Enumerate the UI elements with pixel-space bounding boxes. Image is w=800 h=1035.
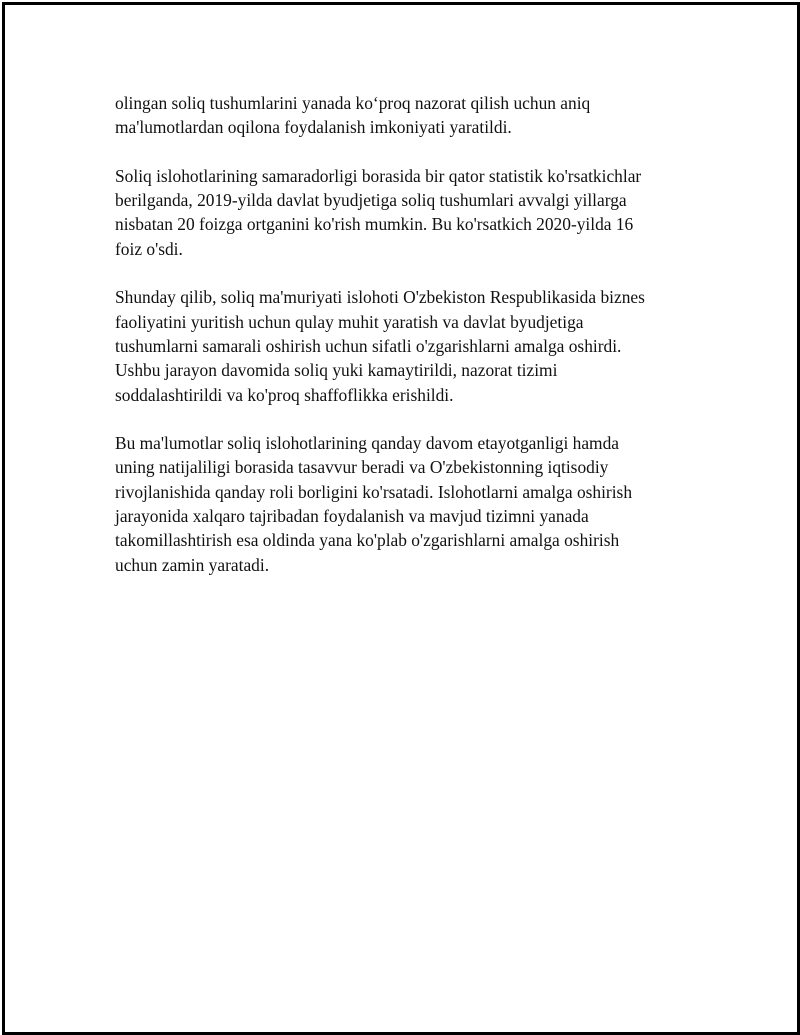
text-line: Soliq islohotlarining samaradorligi borasida bir qator statistik ko'rsatkichlar xyxy=(115,165,642,186)
text-line: ma'lumotlardan oqilona foydalanish imkoniyati yaratildi. xyxy=(115,117,512,138)
text-line: soddalashtirildi va ko'proq shaffoflikka erishildi. xyxy=(115,384,454,405)
text-line: foiz o'sdi. xyxy=(115,238,183,259)
text-line: olingan soliq tushumlarini yanada ko‘proq nazorat qilish uchun aniq xyxy=(115,93,591,113)
paragraph-4 xyxy=(115,431,675,577)
paragraph-3 xyxy=(115,285,675,406)
text-line: uchun zamin yaratadi. xyxy=(115,554,270,575)
text-line: uning natijaliligi borasida tasavvur beradi va O'zbekistonning iqtisodiy xyxy=(115,457,609,478)
text-line: faoliyatini yuritish uchun qulay muhit yaratish va davlat byudjetiga xyxy=(115,311,584,332)
text-line: tushumlarni samarali oshirish uchun sifatli o'zgarishlarni amalga oshirdi. xyxy=(115,335,622,356)
document-body xyxy=(115,91,675,601)
text-line: nisbatan 20 foizga ortganini ko'rish mumkin. Bu ko'rsatkich 2020-yilda 16 xyxy=(115,214,634,235)
paragraph-2 xyxy=(115,164,675,261)
text-line: berilganda, 2019-yilda davlat byudjetiga soliq tushumlari avvalgi yillarga xyxy=(115,190,627,211)
text-line: rivojlanishida qanday roli borligini ko'rsatadi. Islohotlarni amalga oshirish xyxy=(115,481,633,502)
text-line: Shunday qilib, soliq ma'muriyati islohoti O'zbekiston Respublikasida biznes xyxy=(115,287,645,308)
text-line: Ushbu jarayon davomida soliq yuki kamaytirildi, nazorat tizimi xyxy=(115,360,558,381)
text-line: Bu ma'lumotlar soliq islohotlarining qanday davom etayotganligi hamda xyxy=(115,433,619,454)
text-line: takomillashtirish esa oldinda yana ko'plab o'zgarishlarni amalga oshirish xyxy=(115,530,620,551)
text-line: jarayonida xalqaro tajribadan foydalanish va mavjud tizimni yanada xyxy=(115,506,589,527)
paragraph-1 xyxy=(115,91,675,140)
